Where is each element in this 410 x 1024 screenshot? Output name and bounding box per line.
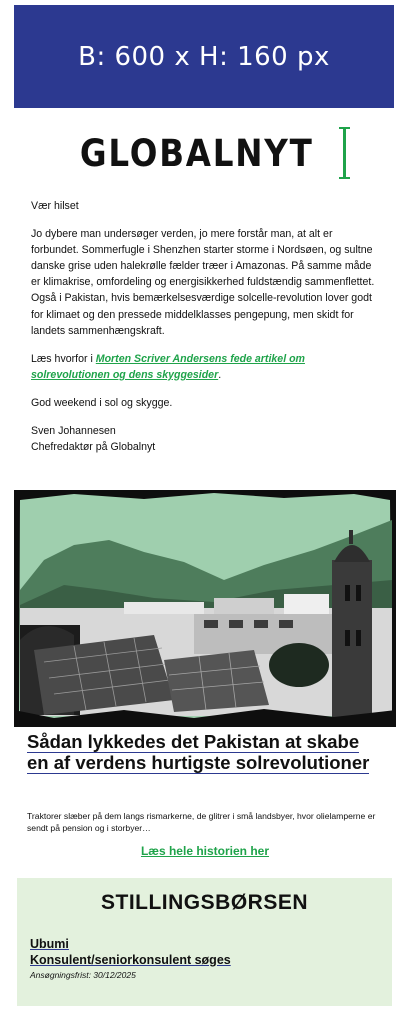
job-title-link[interactable]: Konsulent/seniorkonsulent søges [30, 953, 231, 967]
article-link[interactable]: Morten Scriver Andersens fede artikel om solrevolutionen og dens skyggesider [31, 352, 305, 381]
logo-bracket-icon [343, 127, 346, 179]
article-headline[interactable] [27, 732, 377, 773]
read-why-suffix: . [218, 368, 222, 381]
signature-name: Sven Johannesen [31, 425, 116, 438]
letter-body: Jo dybere man undersøger verden, jo mere forstår man, at alt er forbundet. Sommerfugle i Shenzhen starter storme i Nordsøen, og sultne danske grise uden halekrølle fælder træer i Amazonas. På samme måde er klimakrise, omfordeling og energisikkerhed fuldstændig sammenflettet. Også i Pakistan, hvis bemærkelsesværdige solcelle-revolution lover godt for klimaet og den pressede middelklasses pengepung, men skidt for landets sammenhængskraft. [31, 228, 375, 337]
signature-title: Chefredaktør på Globalnyt [31, 441, 156, 454]
greeting: Vær hilset [31, 200, 79, 212]
editor-letter [31, 198, 383, 455]
job-board-title: STILLINGSBØRSEN [100, 891, 308, 914]
ad-banner-text: B: 600 x H: 160 px [78, 41, 330, 72]
article-headline-text: Sådan lykkedes det Pakistan at skabe en af verdens hurtigste solrevolutioner [27, 731, 370, 773]
read-why-prefix: Læs hvorfor i [31, 352, 96, 365]
article-teaser: Traktorer slæber på dem langs rismarkerne, de glitrer i små landsbyer, hvor olielamperne er sendt på pension og i storbyer… [27, 811, 376, 833]
job-deadline: Ansøgningsfrist: 30/12/2025 [30, 970, 136, 980]
article-hero-image[interactable] [14, 490, 396, 727]
logo-wordmark: GLOBALNYT [79, 131, 314, 175]
job-board-box [17, 878, 392, 1006]
pakistan-rooftop-solar-illustration [14, 490, 396, 727]
job-company-link[interactable]: Ubumi [30, 937, 69, 951]
globalnyt-logo[interactable] [0, 122, 410, 184]
ad-banner-placeholder[interactable] [14, 5, 394, 108]
read-why-paragraph [31, 351, 383, 383]
closing: God weekend i sol og skygge. [31, 396, 173, 409]
signature [31, 423, 383, 455]
read-full-story-link[interactable]: Læs hele historien her [140, 844, 270, 858]
